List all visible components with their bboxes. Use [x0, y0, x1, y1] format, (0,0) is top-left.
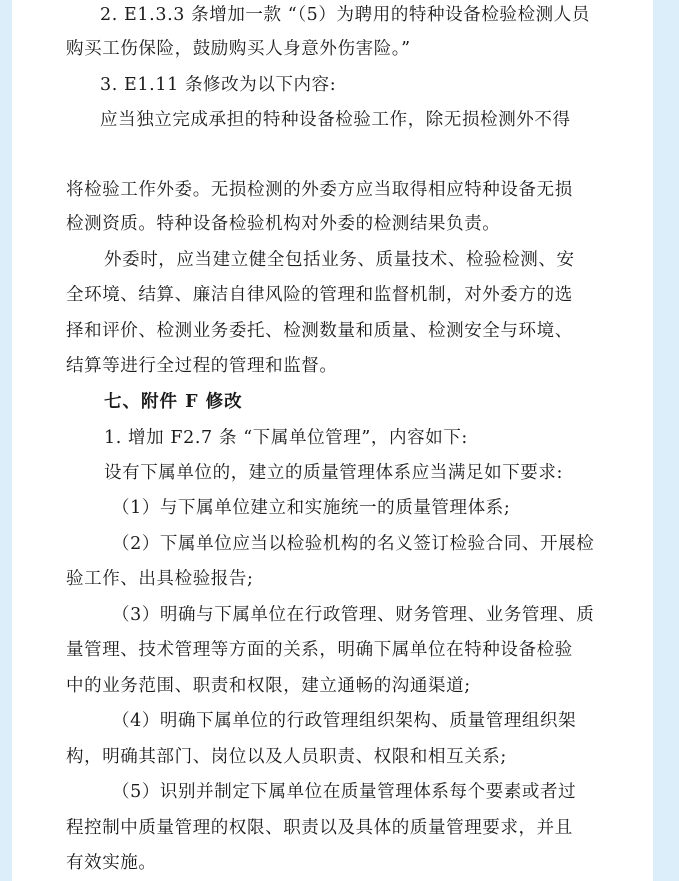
- line-21: 构，明确其部门、岗位以及人员职责、权限和相互关系;: [66, 747, 507, 767]
- line-4: 应当独立完成承担的特种设备检验工作，除无损检测外不得: [100, 110, 571, 130]
- line-1: 2. E1.3.3 条增加一款 “（5）为聘用的特种设备检验检测人员: [100, 5, 590, 25]
- line-10: 结算等进行全过程的管理和监督。: [66, 356, 338, 376]
- section-heading: 七、附件 F 修改: [104, 392, 243, 412]
- line-15: （2）下属单位应当以检验机构的名义签订检验合同、开展检: [112, 534, 595, 554]
- line-19: 中的业务范围、职责和权限，建立通畅的沟通渠道;: [66, 676, 471, 696]
- line-24: 有效实施。: [66, 853, 157, 873]
- line-23: 程控制中质量管理的权限、职责以及具体的质量管理要求，并且: [66, 818, 573, 838]
- line-14: （1）与下属单位建立和实施统一的质量管理体系;: [112, 498, 511, 518]
- line-3: 3. E1.11 条修改为以下内容:: [100, 75, 337, 95]
- line-20: （4）明确下属单位的行政管理组织架构、质量管理组织架: [112, 711, 577, 731]
- line-7: 外委时，应当建立健全包括业务、质量技术、检验检测、安: [104, 250, 575, 270]
- document-page: [12, 0, 653, 881]
- line-12: 1. 增加 F2.7 条 “下属单位管理”，内容如下:: [104, 428, 468, 448]
- line-13: 设有下属单位的，建立的质量管理体系应当满足如下要求:: [104, 463, 563, 483]
- line-18: 量管理、技术管理等方面的关系，明确下属单位在特种设备检验: [66, 640, 573, 660]
- line-2: 购买工伤保险，鼓励购买人身意外伤害险。”: [66, 39, 411, 59]
- line-16: 验工作、出具检验报告;: [66, 569, 254, 589]
- line-5: 将检验工作外委。无损检测的外委方应当取得相应特种设备无损: [66, 180, 573, 200]
- line-9: 择和评价、检测业务委托、检测数量和质量、检测安全与环境、: [66, 321, 573, 341]
- line-17: （3）明确与下属单位在行政管理、财务管理、业务管理、质: [112, 605, 595, 625]
- line-8: 全环境、结算、廉洁自律风险的管理和监督机制，对外委方的选: [66, 285, 573, 305]
- line-22: （5）识别并制定下属单位在质量管理体系每个要素或者过: [112, 782, 577, 802]
- line-6: 检测资质。特种设备检验机构对外委的检测结果负责。: [66, 214, 501, 234]
